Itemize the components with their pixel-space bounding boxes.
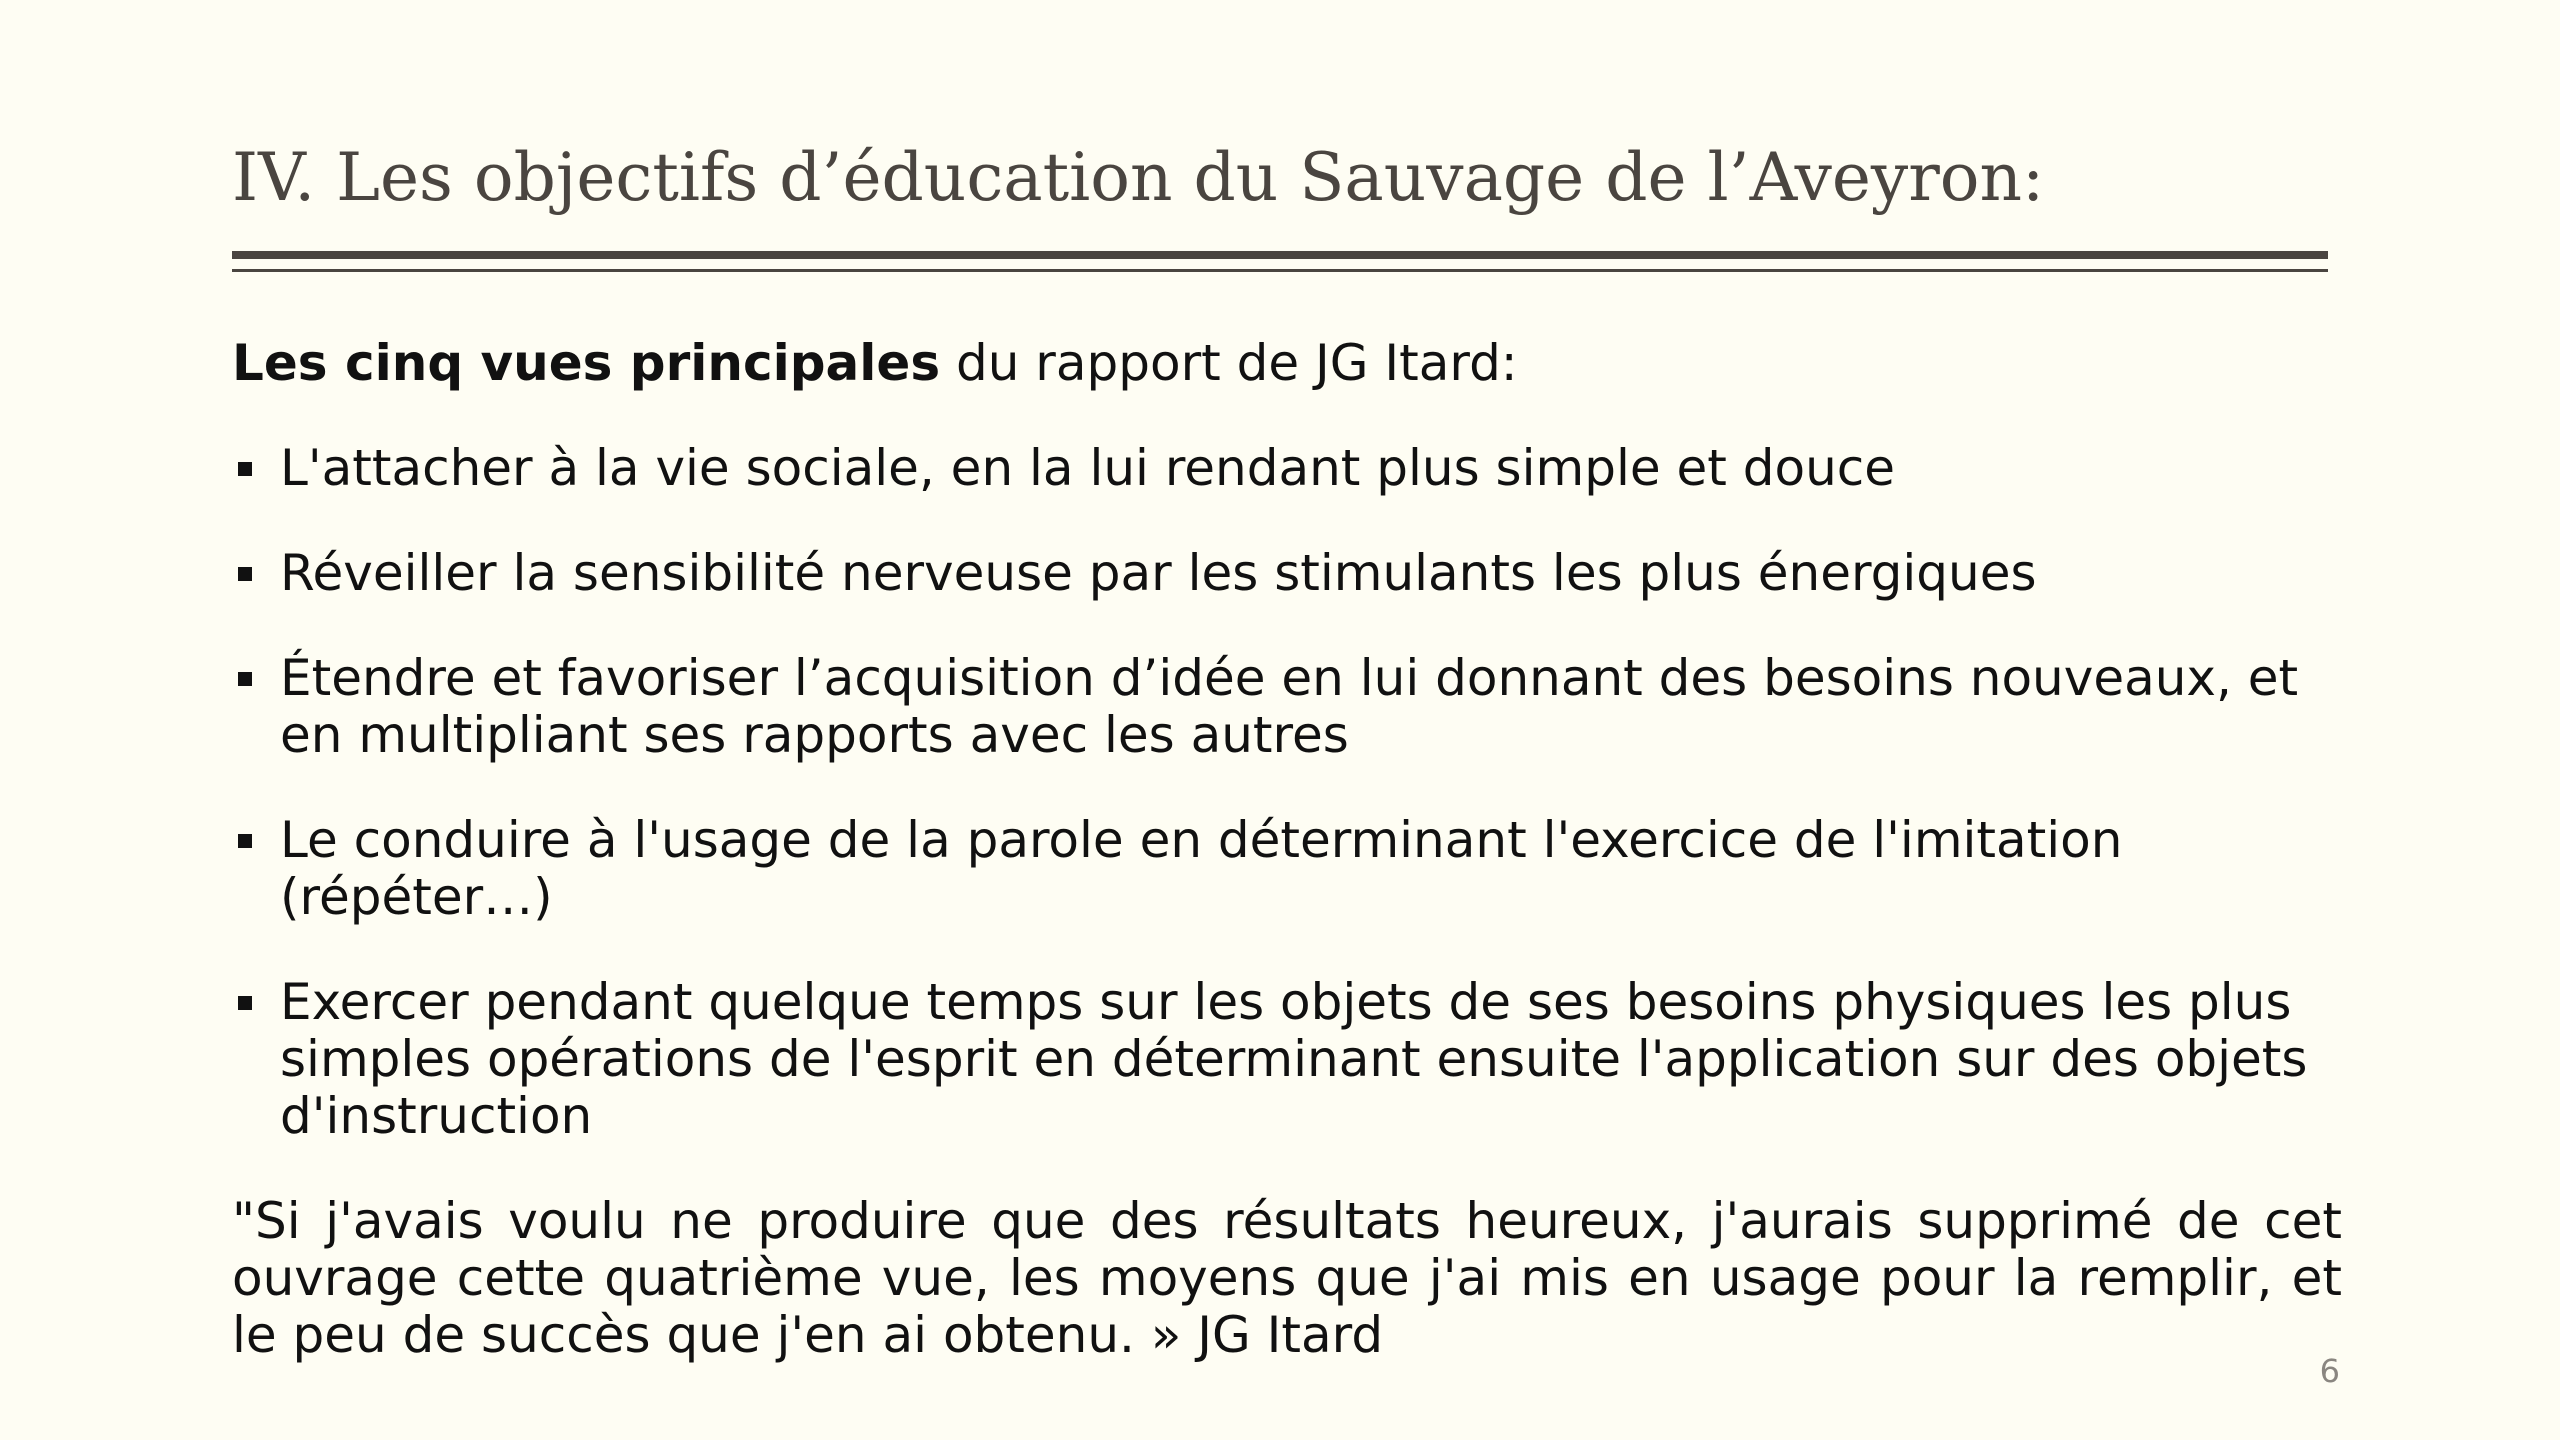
- itard-quote: "Si j'avais voulu ne produire que des résultats heureux, j'aurais supprimé de cet ouvrage cette quatrième vue, les moyens que j'ai mis en usage pour la remplir, et le peu de succès que j'en ai obtenu. » JG Itard: [232, 1192, 2342, 1364]
- list-item: [232, 974, 2342, 1145]
- square-bullet-icon: [238, 672, 252, 686]
- title-rule-thin: [232, 269, 2328, 272]
- page-number: 6: [2319, 1352, 2340, 1390]
- list-item-text: L'attacher à la vie sociale, en la lui rendant plus simple et douce: [280, 439, 1896, 497]
- list-item: [232, 440, 2342, 497]
- list-item: [232, 545, 2342, 602]
- intro-bold: Les cinq vues principales: [232, 334, 941, 392]
- square-bullet-icon: [238, 567, 252, 581]
- intro-rest: du rapport de JG Itard:: [940, 334, 1518, 392]
- slide-title: IV. Les objectifs d’éducation du Sauvage de l’Aveyron:: [232, 139, 2045, 216]
- square-bullet-icon: [238, 462, 252, 476]
- list-item-text: Réveiller la sensibilité nerveuse par les stimulants les plus énergiques: [280, 544, 2037, 602]
- intro-line: [232, 335, 2342, 392]
- slide-content: [232, 335, 2342, 1364]
- list-item: [232, 812, 2342, 926]
- bullet-list: [232, 440, 2342, 1145]
- list-item-text: Exercer pendant quelque temps sur les objets de ses besoins physiques les plus simples opérations de l'esprit en déterminant ensuite l'application sur des objets d'instruction: [280, 973, 2308, 1145]
- square-bullet-icon: [238, 996, 252, 1010]
- square-bullet-icon: [238, 834, 252, 848]
- list-item-text: Étendre et favoriser l’acquisition d’idée en lui donnant des besoins nouveaux, et en multipliant ses rapports avec les autres: [280, 649, 2299, 764]
- list-item: [232, 650, 2342, 764]
- title-rule-thick: [232, 251, 2328, 259]
- list-item-text: Le conduire à l'usage de la parole en déterminant l'exercice de l'imitation (répéter…): [280, 811, 2123, 926]
